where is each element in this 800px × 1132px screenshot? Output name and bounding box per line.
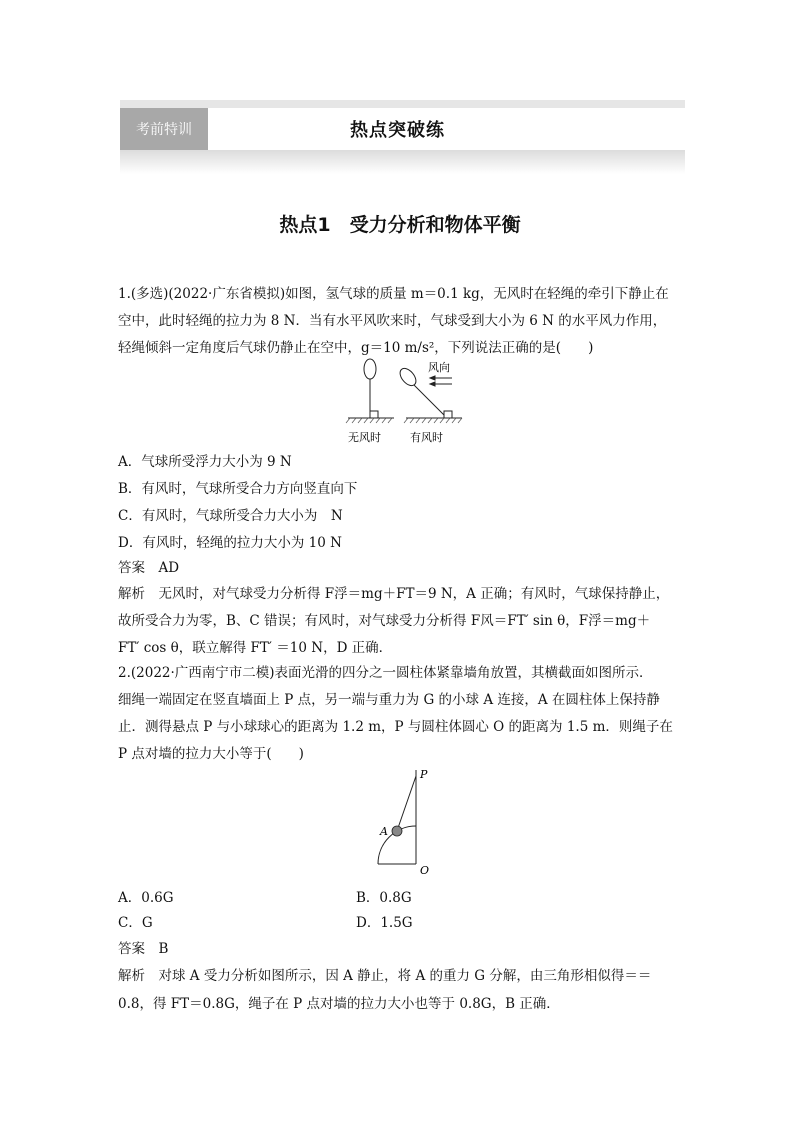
- point-o-label: O: [420, 864, 430, 877]
- q2-text-line-3: 止．测得悬点 P 与小球球心的距离为 1.2 m，P 与圆柱体圆心 O 的距离为 1.5 m．则绳子在: [118, 719, 673, 735]
- q1-option-a: A．气球所受浮力大小为 9 N: [118, 454, 292, 470]
- banner-title: 热点突破练: [350, 120, 445, 141]
- q2-option-a: A．0.6G: [118, 890, 174, 906]
- point-a-label: A: [380, 825, 388, 838]
- q1-analysis-line-1: 解析 无风时，对气球受力分析得 F浮＝mg＋FT＝9 N，A 正确；有风时，气球保持静止，: [118, 586, 670, 602]
- q1-option-b: B．有风时，气球所受合力方向竖直向下: [118, 481, 358, 497]
- q2-text-line-4: P 点对墙的拉力大小等于( ): [118, 746, 304, 762]
- wind-case-label: 有风时: [410, 431, 443, 444]
- section-title: 热点1 受力分析和物体平衡: [279, 214, 521, 236]
- q2-text-line-1: 2.(2022·广西南宁市二模)表面光滑的四分之一圆柱体紧靠墙角放置，其横截面如图所示．: [118, 665, 653, 681]
- no-wind-label: 无风时: [348, 431, 381, 444]
- q2-text-line-2: 细绳一端固定在竖直墙面上 P 点，另一端与重力为 G 的小球 A 连接，A 在圆柱体上保持静: [118, 692, 660, 708]
- wind-label: 风向: [428, 361, 450, 374]
- q1-option-c: C．有风时，气球所受合力大小为 N: [118, 508, 343, 524]
- q2-answer: 答案 B: [118, 941, 169, 957]
- q1-answer: 答案 AD: [118, 560, 180, 576]
- q2-option-c: C．G: [118, 915, 153, 931]
- q1-option-d: D．有风时，轻绳的拉力大小为 10 N: [118, 535, 342, 551]
- header-tag: 考前特训: [120, 108, 208, 150]
- header-banner: [212, 108, 685, 150]
- q1-text-line-2: 空中，此时轻绳的拉力为 8 N．当有水平风吹来时，气球受到大小为 6 N 的水平风力作用，: [118, 313, 667, 329]
- cylinder-figure: [370, 768, 440, 878]
- q2-option-d: D．1.5G: [356, 915, 413, 931]
- point-p-label: P: [420, 768, 428, 781]
- q2-option-b: B．0.8G: [356, 890, 412, 906]
- wind-arrows: [430, 376, 452, 386]
- q1-analysis-line-2: 故所受合力为零，B、C 错误；有风时，对气球受力分析得 F风＝FT′ sin θ，F浮＝mg＋: [118, 613, 651, 629]
- q1-text-line-1: 1.(多选)(2022·广东省模拟)如图，氢气球的质量 m＝0.1 kg，无风时在轻绳的牵引下静止在: [118, 286, 669, 302]
- q2-analysis-line-2: 0.8，得 FT＝0.8G，绳子在 P 点对墙的拉力大小也等于 0.8G，B 正确．: [118, 996, 560, 1012]
- header-shadow: [120, 150, 685, 174]
- q2-analysis-line-1: 解析 对球 A 受力分析如图所示，因 A 静止，将 A 的重力 G 分解，由三角形相似得＝＝: [118, 968, 652, 984]
- q1-text-line-3: 轻绳倾斜一定角度后气球仍静止在空中，g＝10 m/s²，下列说法正确的是( ): [118, 340, 594, 356]
- ball-a: [392, 826, 402, 836]
- balloon-figure: [340, 355, 470, 447]
- q1-analysis-line-3: FT′ cos θ，联立解得 FT′ ＝10 N，D 正确．: [118, 640, 393, 656]
